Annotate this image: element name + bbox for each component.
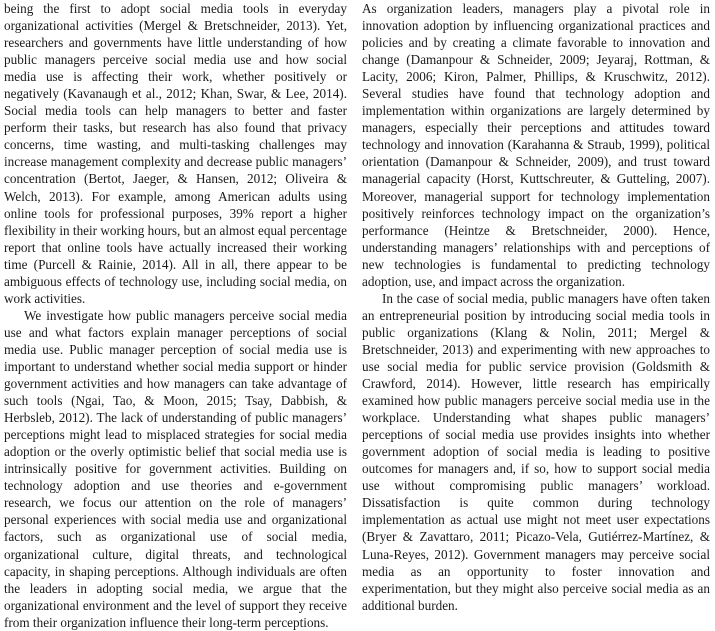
left-column xyxy=(4,0,347,631)
right-paragraph-1: As organization leaders, managers play a pivotal role in innovation adoption by influencing organizational practices and policies and by creating a climate favorable to innovation and change (Damanpour & Schneider, 2009; Jeyaraj, Rottman, & Lacity, 2006; Kiron, Palmer, Phillips, & Kruschwitz, 2012). Several studies have found that technology adoption and implementation within organizations are largely determined by managers, especially their perceptions and attitudes toward technology and innovation (Karahanna & Straub, 1999), political orientation (Damanpour & Schneider, 2009), and trust toward managerial capacity (Horst, Kuttschreuter, & Gutteling, 2007). Moreover, managerial support for technology implementation positively reinforces technology impact on the organization’s performance (Heintze & Bretschneider, 2000). Hence, understanding managers’ relationships with and perceptions of new technologies is fundamental to predicting technology adoption, use, and impact across the organization. xyxy=(362,1,710,289)
left-paragraph-2: We investigate how public managers perceive social media use and what factors explain manager perceptions of social media use. Public manager perception of social media use is important to understand whether social media support or hinder government activities and how managers can take advantage of such tools (Ngai, Tao, & Moon, 2015; Tsay, Dabbish, & Herbsleb, 2012). The lack of understanding of public managers’ perceptions might lead to misplaced strategies for social media adoption or the overly optimistic belief that social media use is intrinsically positive for government activities. Building on technology adoption and use theories and e-government research, we focus our attention on the role of managers’ personal experiences with social media use and organizational factors, such as organizational use of social media, organizational culture, digital threats, and technological capacity, in shaping perceptions. Although individuals are often the leaders in adopting social media, we argue that the organizational environment and the level of support they receive from their organization influence their long-term perceptions. xyxy=(4,307,347,630)
right-column xyxy=(362,0,710,614)
left-paragraph-1: being the first to adopt social media tools in everyday organizational activities (Mergel & Bretschneider, 2013). Yet, researchers and governments have little understanding of how public managers perceive social media use and how social media use is affecting their work, whether positively or negatively (Kavanaugh et al., 2012; Khan, Swar, & Lee, 2014). Social media tools can help managers to better and faster perform their tasks, but research has also found that privacy concerns, time wasting, and multi-tasking challenges may increase management complexity and decrease public managers’ concentration (Bertot, Jaeger, & Hansen, 2012; Oliveira & Welch, 2013). For example, among American adults using online tools for professional purposes, 39% report a higher flexibility in their working hours, but an almost equal percentage report that online tools have actually increased their working time (Purcell & Rainie, 2014). All in all, there appear to be ambiguous effects of technology use, including social media, on work activities. xyxy=(4,1,347,306)
right-paragraph-2: In the case of social media, public managers have often taken an entrepreneurial position by introducing social media tools in public organizations (Klang & Nolin, 2011; Mergel & Bretschneider, 2013) and experimenting with new approaches to use social media for public service provision (Goldsmith & Crawford, 2014). However, little research has empirically examined how public managers perceive social media use in the workplace. Understanding what shapes public managers’ perceptions of social media use provides insights into whether government adoption of social media is leading to positive outcomes for managers and, if so, how to support social media use without compromising public managers’ workload. Dissatisfaction is quite common during technology implementation as actual use might not meet user expectations (Bryer & Zavattaro, 2011; Picazo-Vela, Gutiérrez-Martínez, & Luna-Reyes, 2012). Government managers may perceive social media as an opportunity to foster innovation and experimentation, but they might also perceive social media as an additional burden. xyxy=(362,290,710,613)
